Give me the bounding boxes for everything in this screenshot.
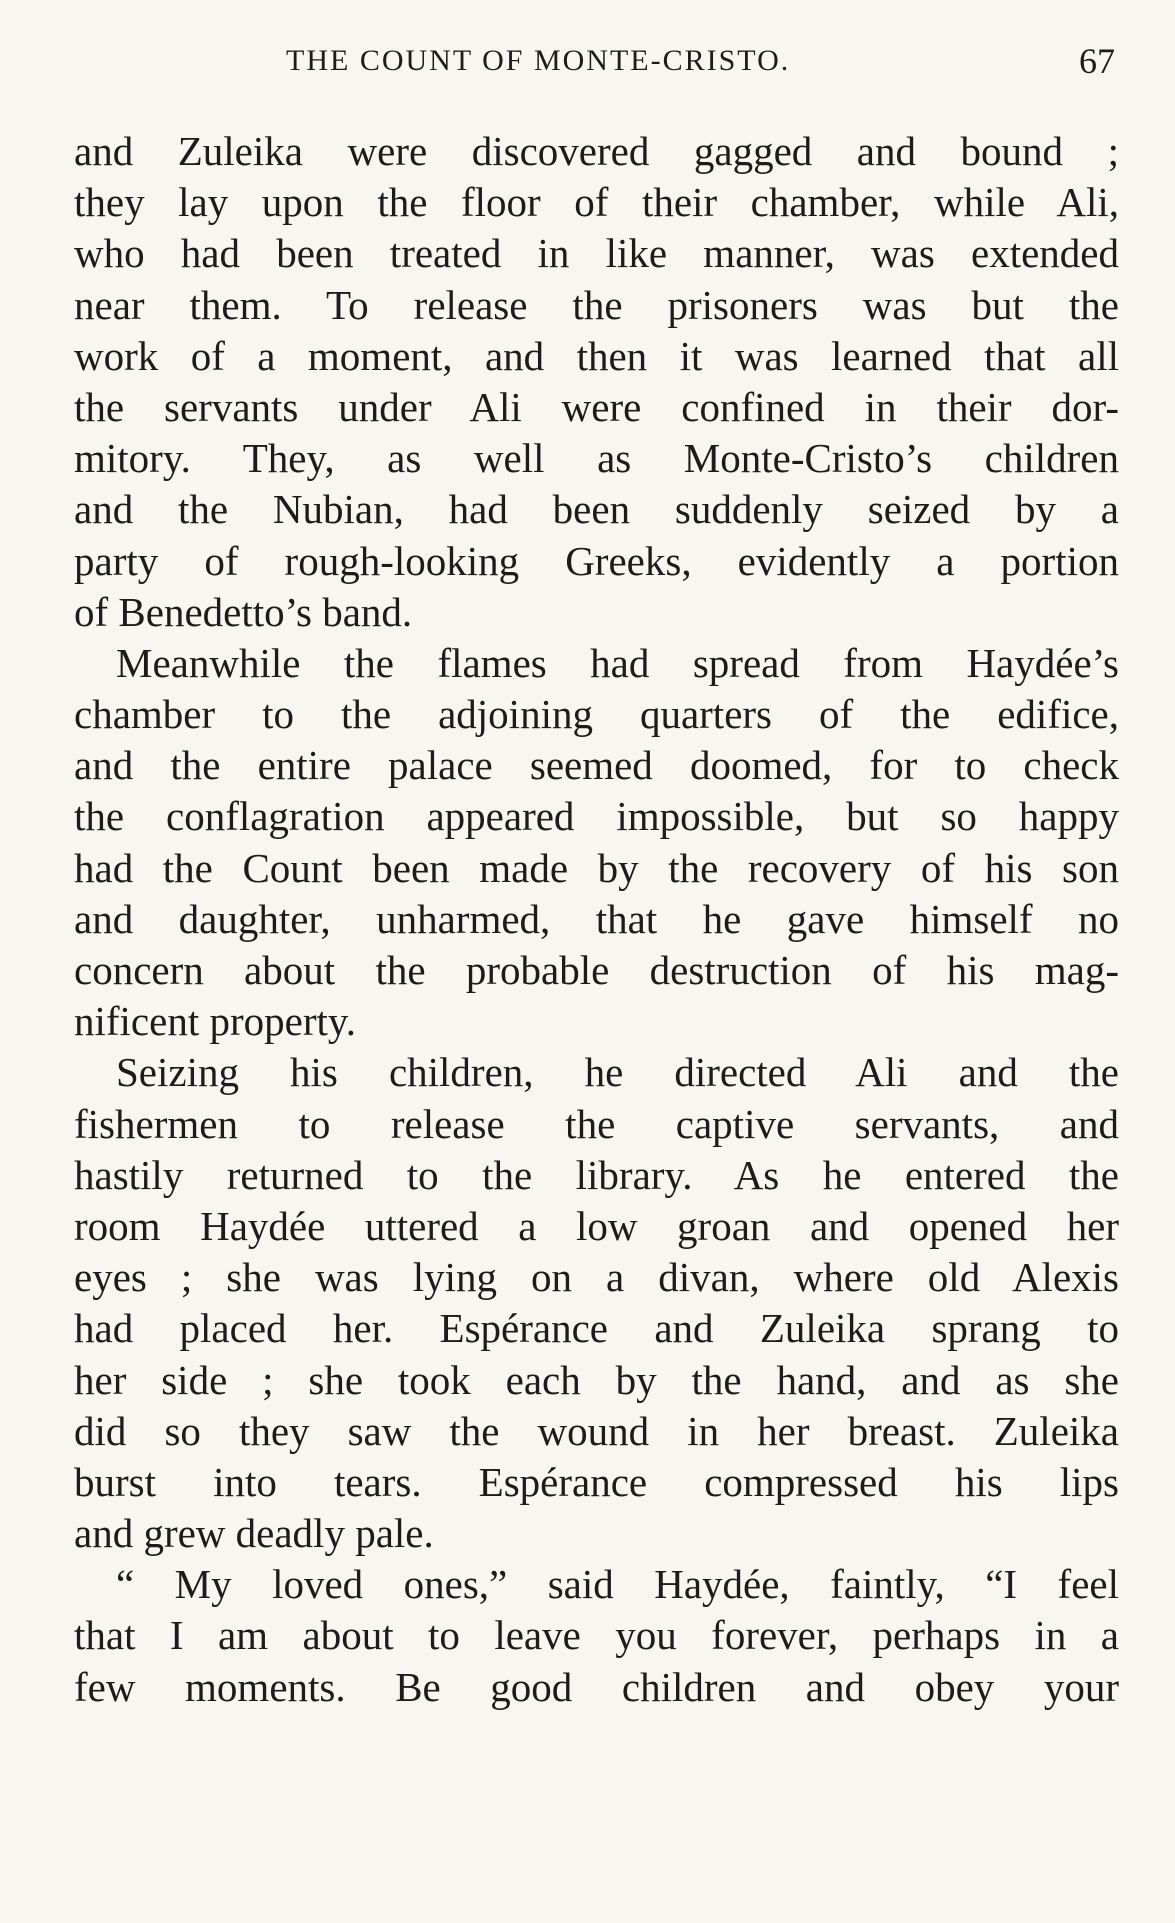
text-line: the servants under Ali were confined in their dor- [74,383,1119,430]
text-line: who had been treated in like manner, was extended [74,230,1119,277]
body-text [74,126,1119,1713]
text-line: that I am about to leave you forever, perhaps in a [74,1612,1119,1659]
text-line: burst into tears. Espérance compressed his lips [74,1458,1119,1505]
paragraph [74,1047,1119,1559]
text-line: and the entire palace seemed doomed, for to check [74,742,1119,789]
text-line: mitory. They, as well as Monte-Cristo’s children [74,435,1119,482]
text-line: few moments. Be good children and obey your [74,1663,1119,1710]
running-head [74,40,1119,84]
text-line: had placed her. Espérance and Zuleika sprang to [74,1305,1119,1352]
text-line: fishermen to release the captive servants, and [74,1100,1119,1147]
text-line: chamber to the adjoining quarters of the edifice, [74,691,1119,738]
text-line: eyes ; she was lying on a divan, where old Alexis [74,1254,1119,1301]
text-line: Meanwhile the flames had spread from Haydée’s [116,639,1119,686]
text-line: and the Nubian, had been suddenly seized by a [74,486,1119,533]
text-line: room Haydée uttered a low groan and opened her [74,1202,1119,1249]
paragraph [74,126,1119,638]
text-line: nificent property. [74,998,356,1045]
running-title: THE COUNT OF MONTE-CRISTO. [286,44,791,77]
text-line: work of a moment, and then it was learned that all [74,332,1119,379]
text-line: “ My loved ones,” said Haydée, faintly, “I feel [116,1561,1119,1608]
text-line: had the Count been made by the recovery of his son [74,844,1119,891]
text-line: party of rough-looking Greeks, evidently a portion [74,537,1119,584]
paragraph [74,638,1119,1048]
paragraph [74,1559,1119,1713]
text-line: they lay upon the floor of their chamber, while Ali, [74,179,1119,226]
text-line: and Zuleika were discovered gagged and bound ; [74,128,1119,174]
text-line: her side ; she took each by the hand, and as she [74,1356,1119,1403]
text-line: of Benedetto’s band. [74,588,413,635]
text-line: near them. To release the prisoners was but the [74,281,1119,328]
text-line: Seizing his children, he directed Ali and the [116,1049,1119,1096]
text-line: and grew deadly pale. [74,1510,434,1557]
text-line: and daughter, unharmed, that he gave himself no [74,895,1119,942]
text-line: did so they saw the wound in her breast. Zuleika [74,1407,1119,1454]
text-line: concern about the probable destruction of his mag- [74,947,1119,993]
text-line: the conflagration appeared impossible, but so happy [74,793,1119,840]
text-line: hastily returned to the library. As he entered the [74,1151,1119,1198]
page-number: 67 [1079,41,1115,81]
